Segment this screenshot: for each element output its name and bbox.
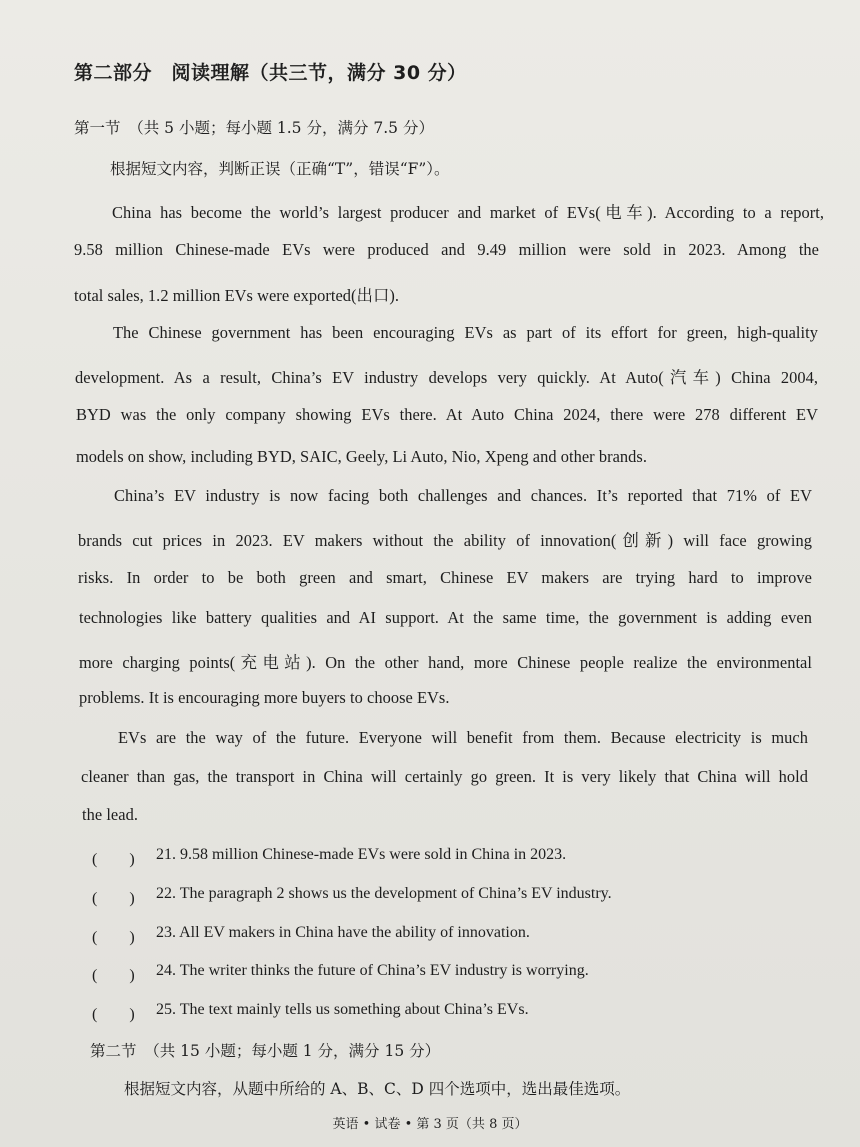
passage-line: China has become the world’s largest producer and market of EVs(电车). According to a report, (112, 203, 824, 222)
answer-blank[interactable]: ( ) (92, 929, 135, 946)
passage-line: The Chinese government has been encouraging EVs as part of its effort for green, high-quality (113, 323, 818, 342)
passage-line: brands cut prices in 2023. EV makers without the ability of innovation(创新) will face growing (78, 531, 812, 550)
answer-blank[interactable]: ( ) (92, 1006, 135, 1023)
passage-line: development. As a result, China’s EV industry develops very quickly. At Auto(汽车) China 2004, (75, 368, 818, 387)
answer-blank[interactable]: ( ) (92, 851, 135, 868)
passage-line: more charging points(充电站). On the other hand, more Chinese people realize the environmental (79, 653, 812, 672)
part2-instruction: 根据短文内容，从题中所给的 A、B、C、D 四个选项中，选出最佳选项。 (124, 1080, 631, 1098)
passage-line: EVs are the way of the future. Everyone will benefit from them. Because electricity is much (118, 728, 808, 747)
passage-line: China’s EV industry is now facing both challenges and chances. It’s reported that 71% of EV (114, 486, 812, 505)
passage-line: cleaner than gas, the transport in China will certainly go green. It is very likely that China will hold (81, 767, 808, 786)
question-text: 24. The writer thinks the future of China’s EV industry is worrying. (156, 962, 589, 979)
passage-line: BYD was the only company showing EVs there. At Auto China 2024, there were 278 different EV (76, 405, 818, 424)
passage-line: risks. In order to be both green and smart, Chinese EV makers are trying hard to improve (78, 568, 812, 587)
part1-heading: 第一节 （共 5 小题；每小题 1.5 分，满分 7.5 分） (74, 119, 434, 137)
answer-blank[interactable]: ( ) (92, 890, 135, 907)
passage-line: models on show, including BYD, SAIC, Geely, Li Auto, Nio, Xpeng and other brands. (76, 447, 647, 466)
passage-line: technologies like battery qualities and AI support. At the same time, the government is adding even (79, 608, 812, 627)
page-footer: 英语 • 试卷 • 第 3 页（共 8 页） (332, 1117, 528, 1132)
question-text: 22. The paragraph 2 shows us the development of China’s EV industry. (156, 885, 612, 902)
part2-heading: 第二节 （共 15 小题；每小题 1 分，满分 15 分） (90, 1042, 441, 1060)
passage-line: 9.58 million Chinese-made EVs were produced and 9.49 million were sold in 2023. Among the (74, 240, 819, 259)
passage-line: the lead. (82, 805, 138, 824)
question-text: 23. All EV makers in China have the ability of innovation. (156, 924, 530, 941)
passage-line: total sales, 1.2 million EVs were exported(出口). (74, 286, 400, 305)
section-title: 第二部分 阅读理解（共三节，满分 30 分） (74, 62, 467, 84)
passage-line: problems. It is encouraging more buyers to choose EVs. (79, 688, 450, 707)
question-text: 25. The text mainly tells us something about China’s EVs. (156, 1001, 529, 1018)
answer-blank[interactable]: ( ) (92, 967, 135, 984)
part1-instruction: 根据短文内容，判断正误（正确“T”，错误“F”）。 (110, 160, 450, 178)
question-text: 21. 9.58 million Chinese-made EVs were sold in China in 2023. (156, 846, 567, 863)
